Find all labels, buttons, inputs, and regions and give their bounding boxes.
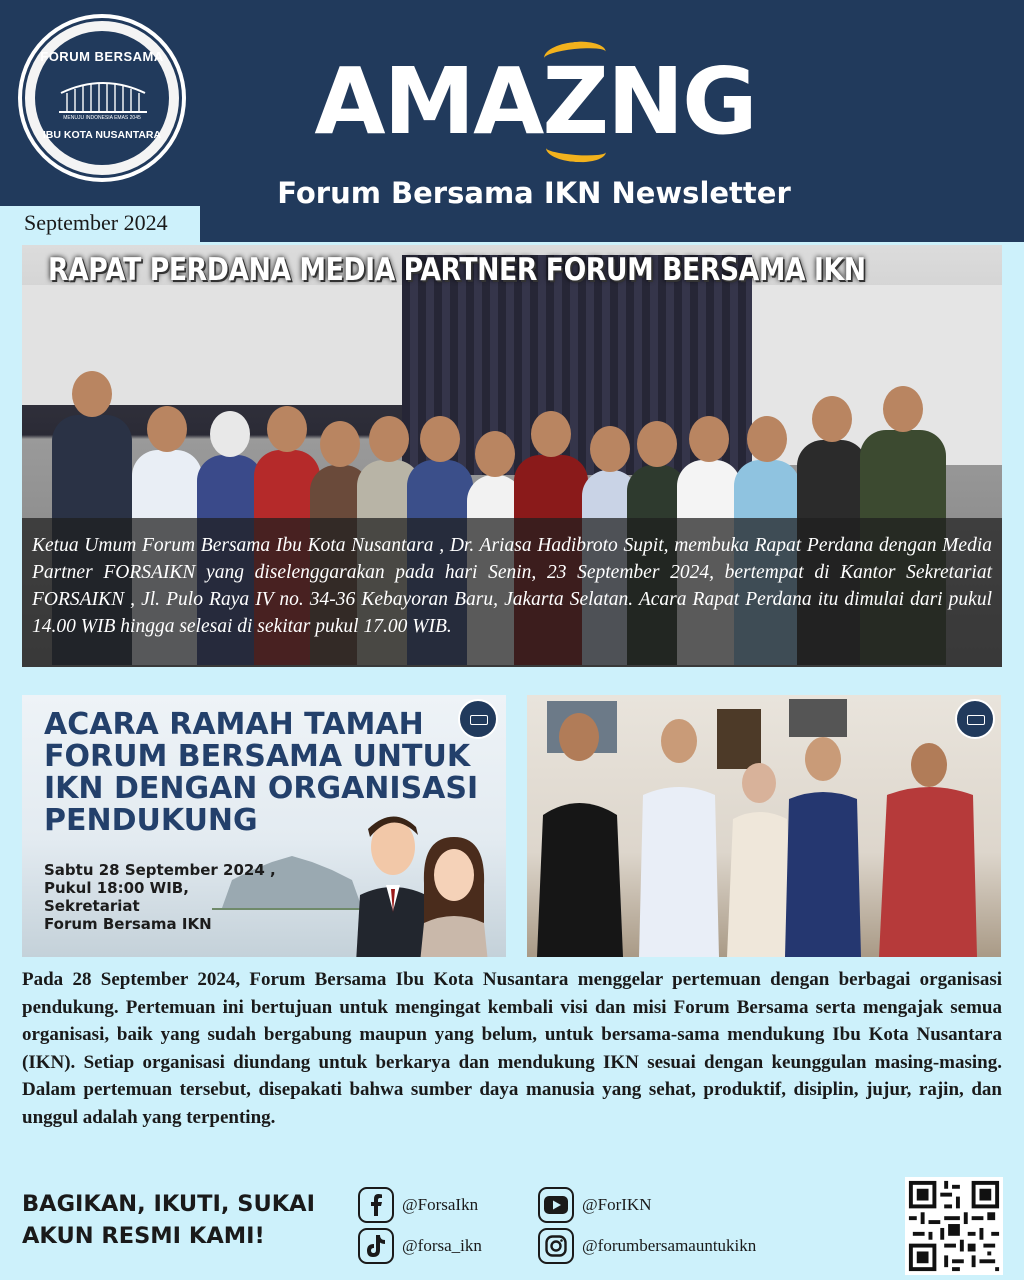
feature-caption: Ketua Umum Forum Bersama Ibu Kota Nusantara , Dr. Ariasa Hadibroto Supit, membuka Rapat Perdana dengan Media Partner FORSAIKN yang diselenggarakan pada hari Senin, 23 September 2024, bertempat di Kantor Sekretariat FORSAIKN , Jl. Pulo Raya IV no. 34-36 Kebayoran Baru, Jakarta Selatan. Acara Rapat Perdana itu dimulai dari pukul 14.00 WIB hingga selesai di sekitar pukul 17.00 WIB. <box>32 535 992 637</box>
building-icon <box>57 71 149 115</box>
social-instagram[interactable] <box>538 1228 756 1264</box>
youtube-icon <box>538 1187 574 1223</box>
poster-event-venue-name: Forum Bersama IKN <box>44 915 212 933</box>
cta-line-2: AKUN RESMI KAMI! <box>22 1223 265 1249</box>
tiktok-handle[interactable]: @forsa_ikn <box>402 1236 482 1255</box>
poster-title: ACARA RAMAH TAMAH FORUM BERSAMA UNTUK IKN DENGAN ORGANISASI PENDUKUNG <box>44 707 479 838</box>
newsletter-subtitle: Forum Bersama IKN Newsletter <box>277 176 791 210</box>
wordmark-text: AMAZNG <box>314 48 756 155</box>
forum-bersama-logo <box>22 18 182 178</box>
poster-event-date: Sabtu 28 September 2024 , <box>44 861 276 879</box>
logo-top-text: FORUM BERSAMA <box>40 49 164 64</box>
photo-logo-badge <box>955 699 995 739</box>
group-photo-illustration <box>527 695 1001 957</box>
youtube-handle[interactable]: @ForIKN <box>582 1195 652 1214</box>
feature-title: RAPAT PERDANA MEDIA PARTNER FORUM BERSAMA IKN <box>48 252 866 288</box>
social-cta <box>22 1188 315 1252</box>
event-poster <box>22 695 506 957</box>
amazng-wordmark <box>300 42 770 167</box>
qr-code[interactable] <box>905 1177 1003 1275</box>
wordmark-accent-bottom <box>545 136 607 164</box>
tiktok-icon <box>358 1228 394 1264</box>
instagram-icon <box>538 1228 574 1264</box>
social-tiktok[interactable] <box>358 1228 482 1264</box>
logo-motto: MENUJU INDONESIA EMAS 2045 <box>63 115 141 121</box>
female-character-illustration <box>414 833 492 957</box>
facebook-handle[interactable]: @ForsaIkn <box>402 1195 479 1214</box>
poster-event-info <box>44 861 276 933</box>
poster-logo-badge <box>458 699 498 739</box>
meeting-photo <box>527 695 1001 957</box>
logo-bottom-text: IBU KOTA NUSANTARA <box>42 129 162 141</box>
social-facebook[interactable] <box>358 1187 478 1223</box>
instagram-handle[interactable]: @forumbersamauntukikn <box>582 1236 757 1255</box>
issue-date: September 2024 <box>24 210 172 236</box>
poster-event-venue: Sekretariat <box>44 897 140 915</box>
social-youtube[interactable] <box>538 1187 652 1223</box>
cta-line-1: BAGIKAN, IKUTI, SUKAI <box>22 1191 315 1217</box>
poster-event-time: Pukul 18:00 WIB, <box>44 879 189 897</box>
article-body: Pada 28 September 2024, Forum Bersama Ibu Kota Nusantara menggelar pertemuan dengan berbagai organisasi pendukung. Pertemuan ini bertujuan untuk mengingat kembali visi dan misi Forum Bersama serta mengajak semua organisasi, baik yang sudah bergabung maupun yang belum, untuk bersama-sama mendukung Ibu Kota Nusantara (IKN). Setiap organisasi diundang untuk berkarya dan mendukung IKN sesuai dengan keunggulan masing-masing. Dalam pertemuan tersebut, disepakati bahwa sumber daya manusia yang sehat, produktif, disiplin, jujur, rajin, dan unggul adalah yang terpenting. <box>22 969 1002 1128</box>
facebook-icon <box>358 1187 394 1223</box>
